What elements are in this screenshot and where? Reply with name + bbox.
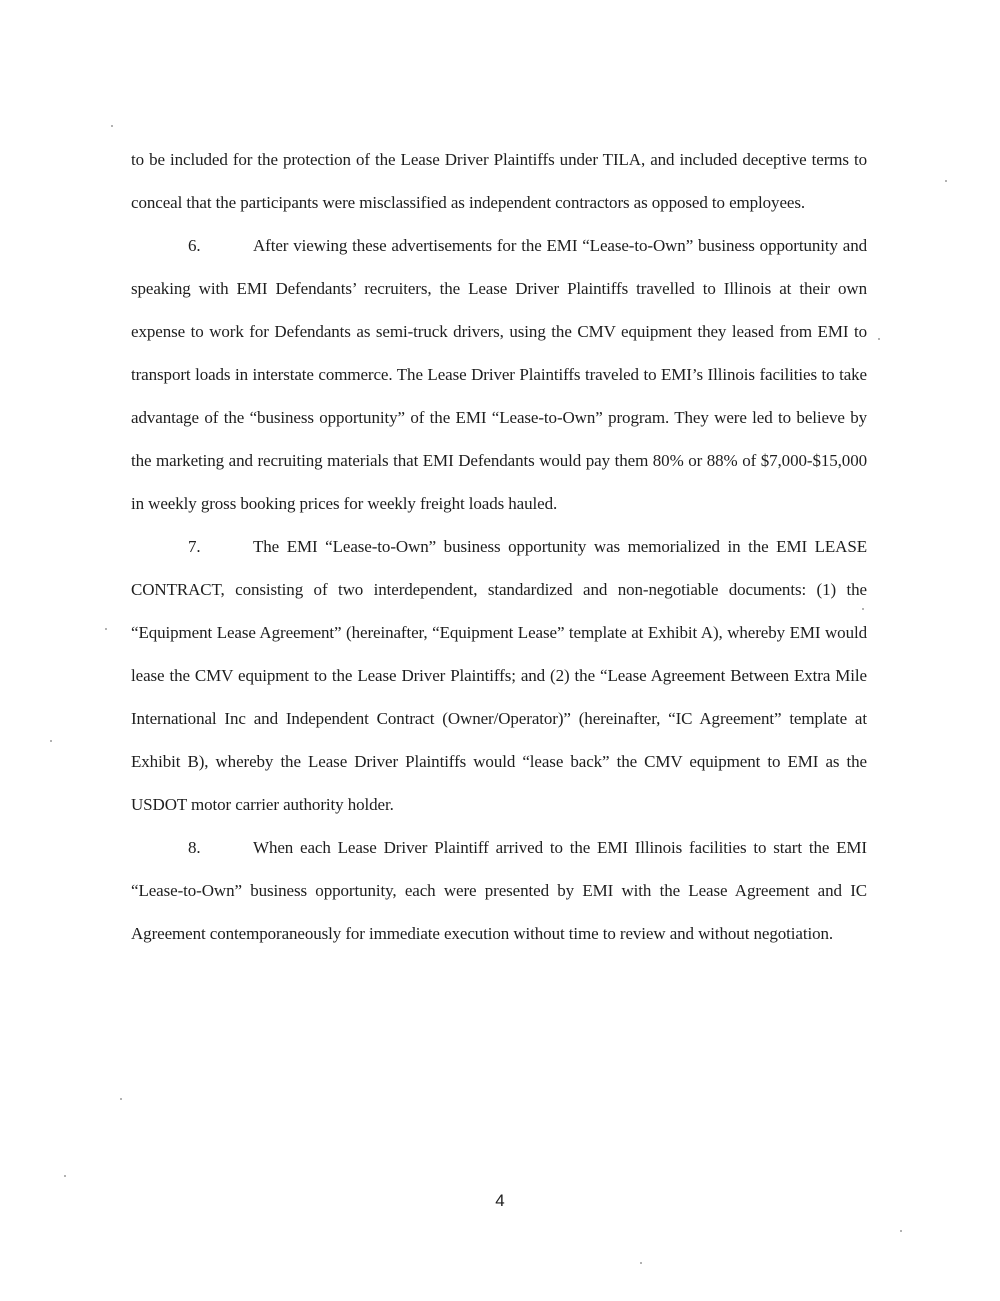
- paragraph-text: The EMI “Lease-to-Own” business opportunity was memorialized in the EMI LEASE CONTRACT, consisting of two interdependent, standardized and non-negotiable documents: (1) the “Equipment Lease Agreement” (hereinafter, “Equipment Lease” template at Exhibit A), whereby EMI would lease the CMV equipment to the Lease Driver Plaintiffs; and (2) the “Lease Agreement Between Extra Mile International Inc and Independent Contract (Owner/Operator)” (hereinafter, “IC Agreement” template at Exhibit B), whereby the Lease Driver Plaintiffs would “lease back” the CMV equipment to EMI as the USDOT motor carrier authority holder.: [131, 537, 867, 814]
- scan-speck: [945, 180, 947, 182]
- scan-speck: [900, 1230, 902, 1232]
- paragraph-7: [131, 525, 867, 826]
- paragraph-number: 8.: [188, 838, 201, 857]
- paragraph-number: 7.: [188, 537, 201, 556]
- scan-speck: [105, 628, 107, 630]
- scan-speck: [111, 125, 113, 127]
- scan-speck: [64, 1175, 66, 1177]
- continued-paragraph: to be included for the protection of the Lease Driver Plaintiffs under TILA, and included deceptive terms to conceal that the participants were misclassified as independent contractors as opposed to employees.: [131, 150, 867, 212]
- paragraph-8: [131, 826, 867, 955]
- scan-speck: [640, 1262, 642, 1264]
- paragraph-text: When each Lease Driver Plaintiff arrived to the EMI Illinois facilities to start the EMI “Lease-to-Own” business opportunity, each were presented by EMI with the Lease Agreement and IC Agreement contemporaneously for immediate execution without time to review and without negotiation.: [131, 838, 867, 943]
- paragraph-text: After viewing these advertisements for the EMI “Lease-to-Own” business opportunity and speaking with EMI Defendants’ recruiters, the Lease Driver Plaintiffs travelled to Illinois at their own expense to work for Defendants as semi-truck drivers, using the CMV equipment they leased from EMI to transport loads in interstate commerce. The Lease Driver Plaintiffs traveled to EMI’s Illinois facilities to take advantage of the “business opportunity” of the EMI “Lease-to-Own” program. They were led to believe by the marketing and recruiting materials that EMI Defendants would pay them 80% or 88% of $7,000-$15,000 in weekly gross booking prices for weekly freight loads hauled.: [131, 236, 867, 513]
- paragraph-6: [131, 224, 867, 525]
- scan-speck: [120, 1098, 122, 1100]
- page-number: 4: [495, 1191, 505, 1210]
- document-body: [131, 138, 867, 955]
- scan-speck: [862, 608, 864, 610]
- scan-speck: [50, 740, 52, 742]
- scan-speck: [878, 338, 880, 340]
- paragraph-number: 6.: [188, 236, 201, 255]
